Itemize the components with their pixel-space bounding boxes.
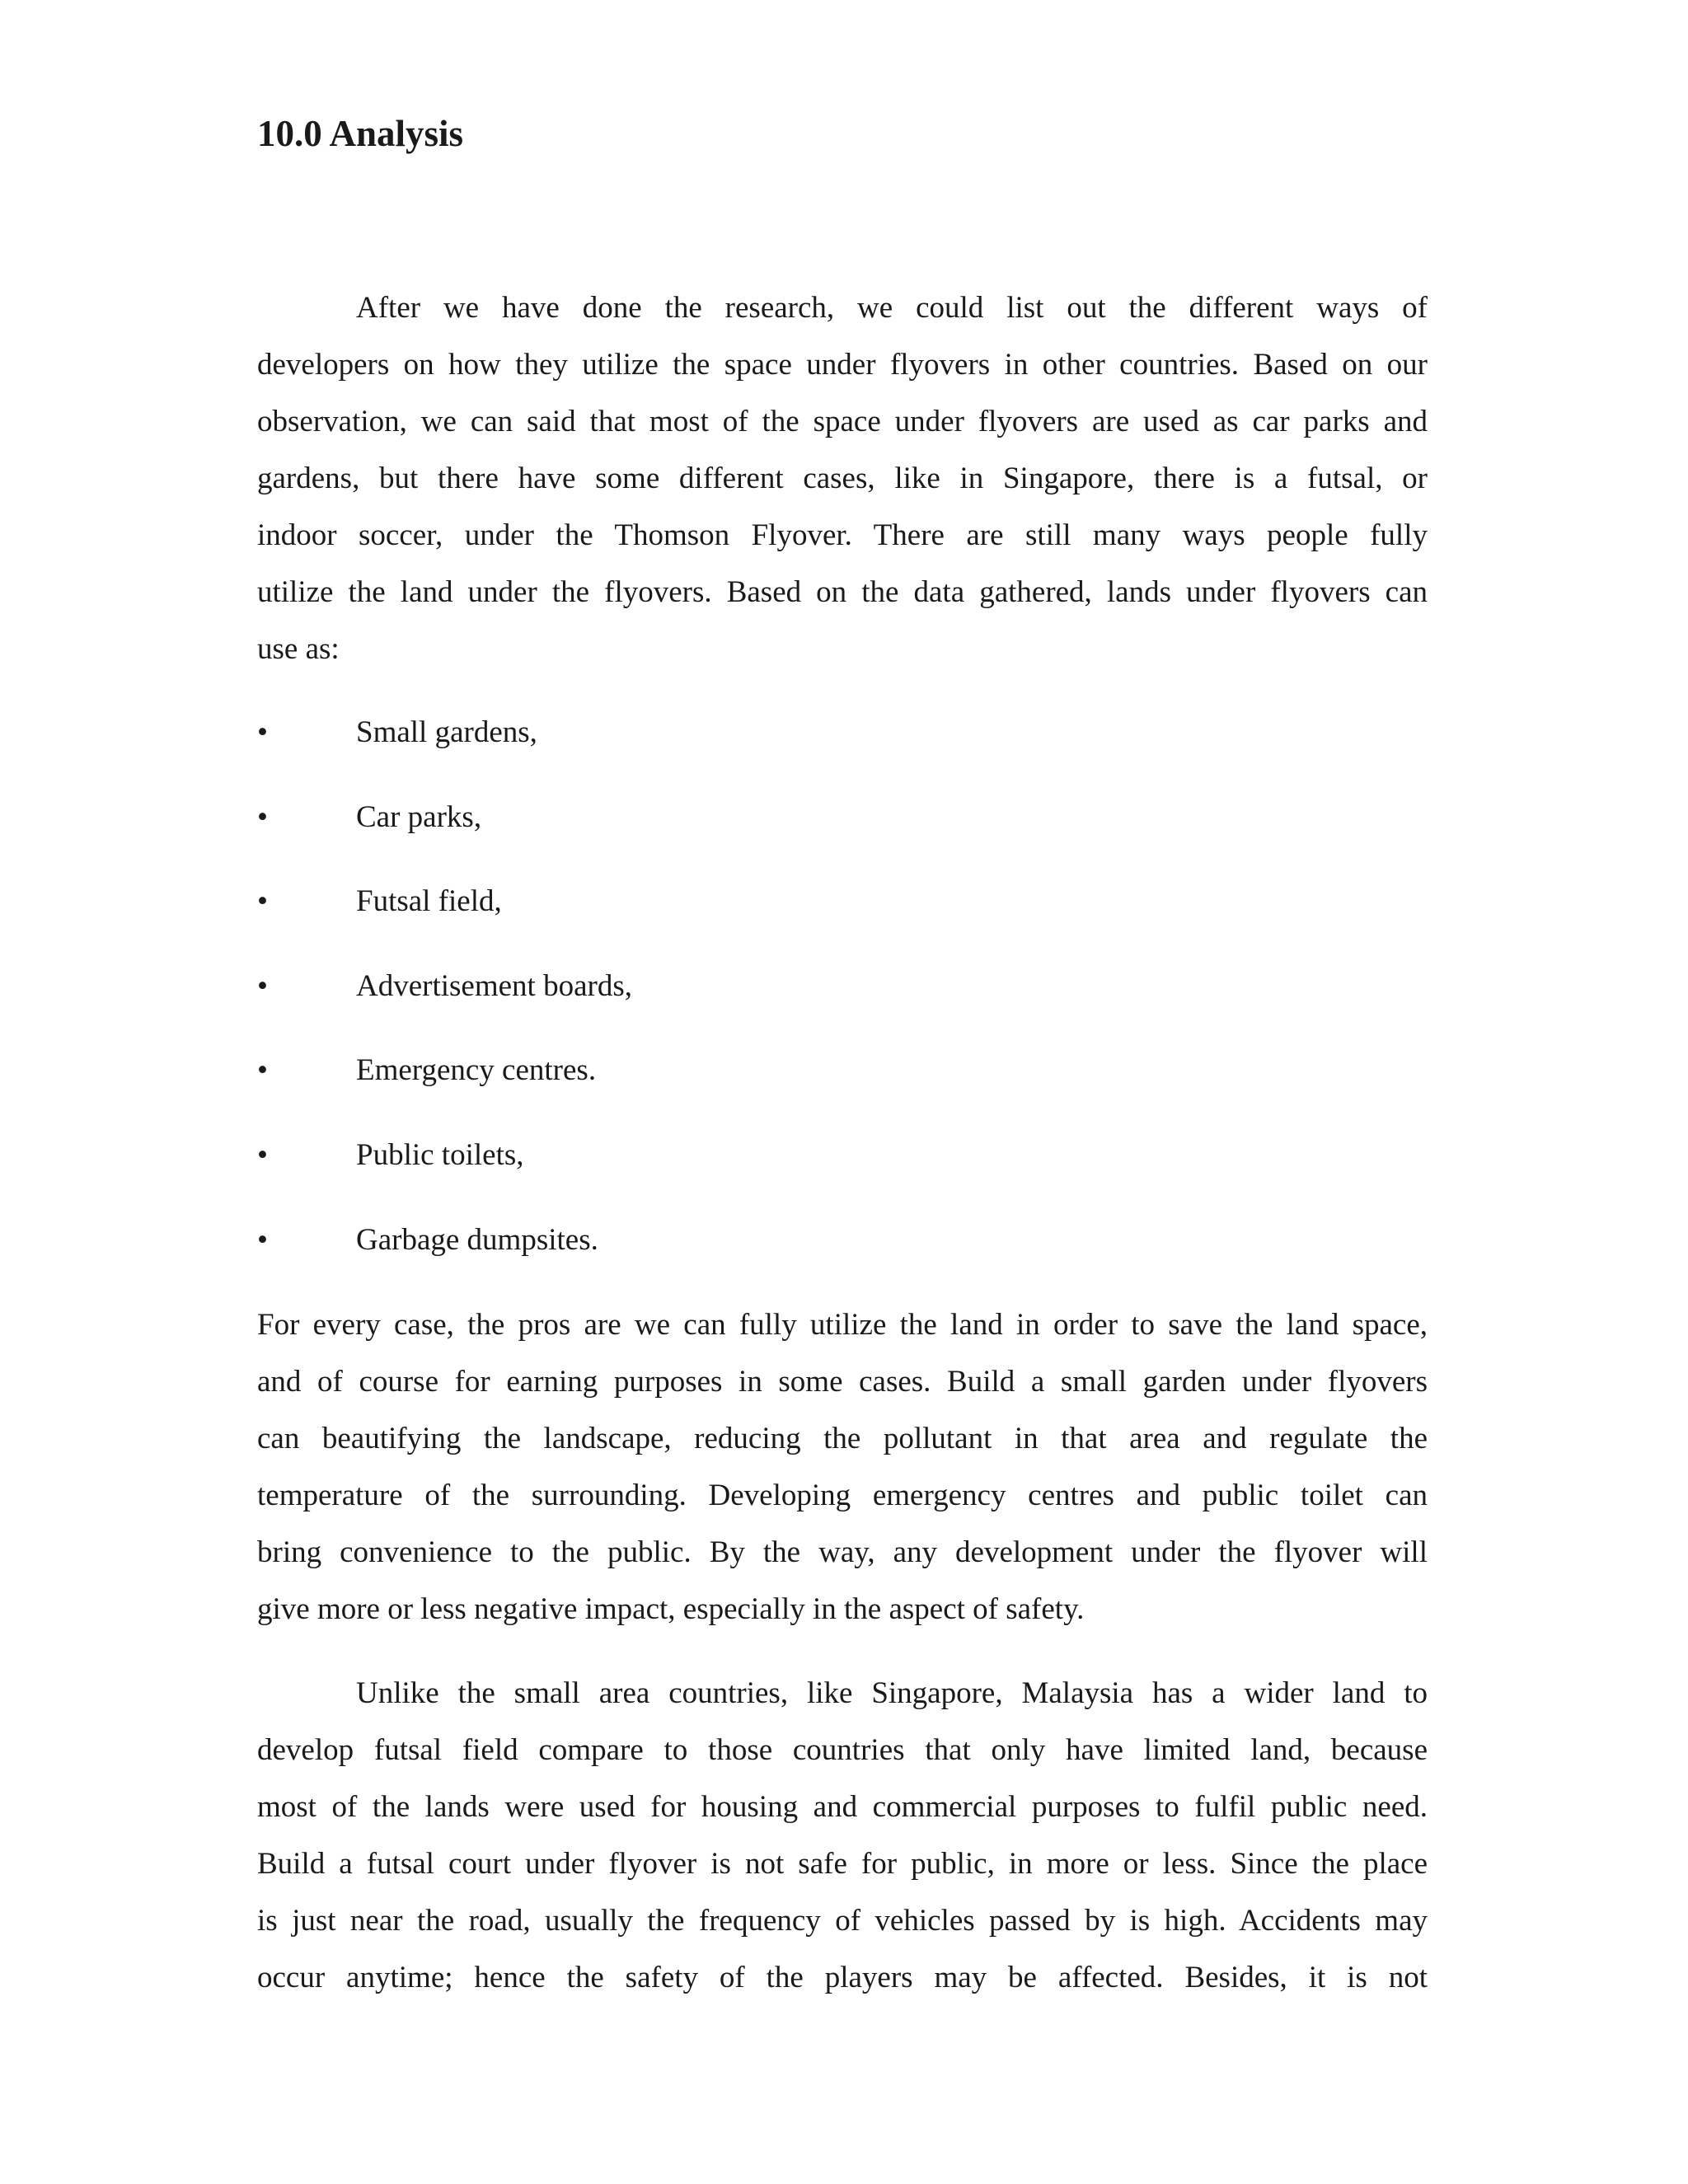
paragraph-2-line-2: and of course for earning purposes in some cases. Build a small garden under flyovers [257, 1365, 1428, 1399]
paragraph-1-line-3: observation, we can said that most of the space under flyovers are used as car parks and [257, 405, 1428, 438]
bullet-symbol: • [257, 884, 268, 918]
bullet-item-emergency-centres: Emergency centres. [356, 1053, 597, 1087]
bullet-symbol: • [257, 715, 268, 749]
bullet-symbol: • [257, 800, 268, 834]
paragraph-2-line-1: For every case, the pros are we can fully utilize the land in order to save the land space, [257, 1308, 1428, 1342]
paragraph-2-line-6: give more or less negative impact, especially in the aspect of safety. [257, 1592, 1085, 1626]
section-heading: 10.0 Analysis [257, 113, 464, 154]
paragraph-3-line-6: occur anytime; hence the safety of the players may be affected. Besides, it is not [257, 1961, 1428, 1994]
paragraph-1-line-5: indoor soccer, under the Thomson Flyover. There are still many ways people fully [257, 518, 1428, 552]
bullet-symbol: • [257, 1138, 268, 1172]
paragraph-3-line-5: is just near the road, usually the frequency of vehicles passed by is high. Accidents may [257, 1904, 1428, 1938]
bullet-item-car-parks: Car parks, [356, 800, 482, 834]
bullet-symbol: • [257, 1053, 268, 1087]
paragraph-2-line-3: can beautifying the landscape, reducing the pollutant in that area and regulate the [257, 1422, 1428, 1455]
paragraph-1-line-1: After we have done the research, we could list out the different ways of [356, 291, 1428, 325]
paragraph-1-line-4: gardens, but there have some different cases, like in Singapore, there is a futsal, or [257, 462, 1428, 495]
paragraph-1-line-7: use as: [257, 632, 340, 666]
paragraph-1-line-2: developers on how they utilize the space under flyovers in other countries. Based on our [257, 348, 1428, 382]
paragraph-3-line-2: develop futsal field compare to those countries that only have limited land, because [257, 1733, 1428, 1767]
bullet-item-small-gardens: Small gardens, [356, 715, 537, 749]
bullet-item-garbage-dumpsites: Garbage dumpsites. [356, 1223, 598, 1257]
bullet-item-advertisement-boards: Advertisement boards, [356, 969, 632, 1003]
paragraph-1-line-6: utilize the land under the flyovers. Based on the data gathered, lands under flyovers can [257, 575, 1428, 609]
paragraph-3-line-3: most of the lands were used for housing and commercial purposes to fulfil public need. [257, 1790, 1428, 1824]
bullet-item-futsal-field: Futsal field, [356, 884, 502, 918]
paragraph-2-line-4: temperature of the surrounding. Developing emergency centres and public toilet can [257, 1479, 1428, 1512]
bullet-item-public-toilets: Public toilets, [356, 1138, 524, 1172]
bullet-symbol: • [257, 969, 268, 1003]
bullet-symbol: • [257, 1223, 268, 1257]
paragraph-3-line-4: Build a futsal court under flyover is not safe for public, in more or less. Since the place [257, 1847, 1428, 1881]
paragraph-2-line-5: bring convenience to the public. By the way, any development under the flyover will [257, 1535, 1428, 1569]
paragraph-3-line-1: Unlike the small area countries, like Singapore, Malaysia has a wider land to [356, 1676, 1428, 1710]
